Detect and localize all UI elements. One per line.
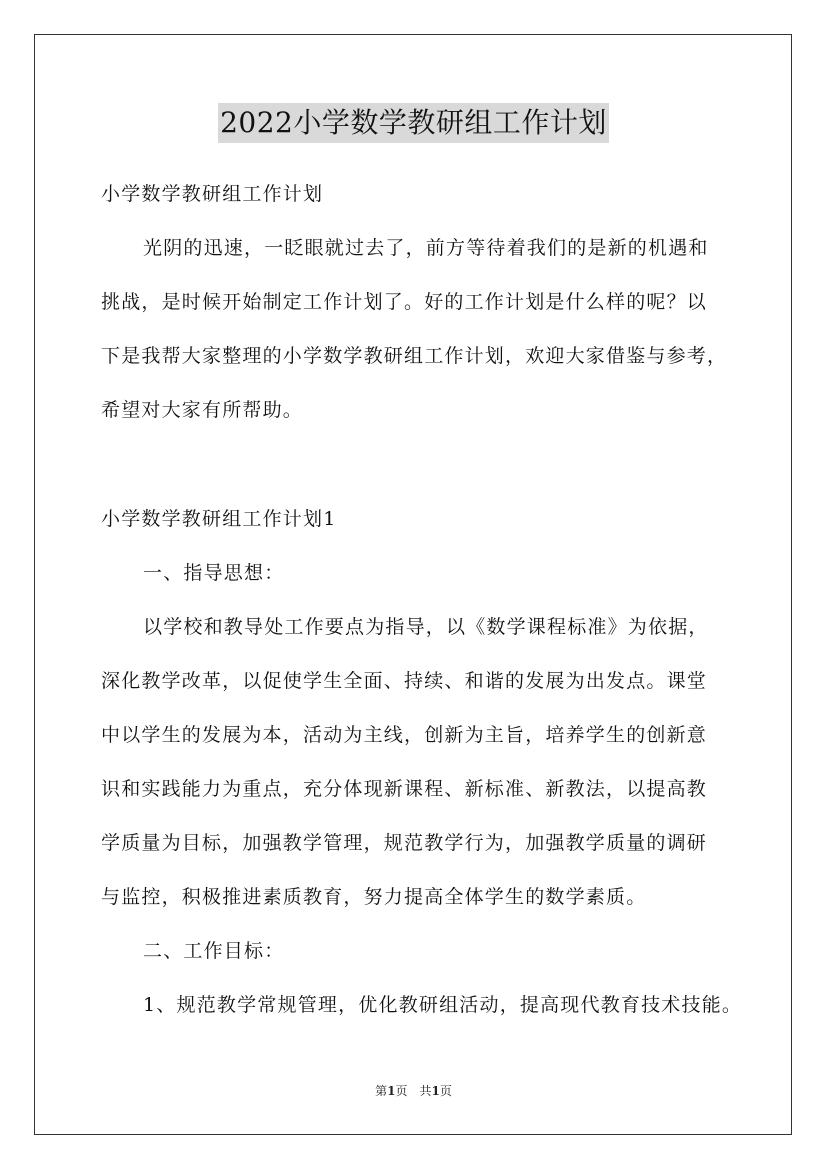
title-container (0, 103, 827, 143)
subsection-heading: 二、工作目标： (143, 940, 285, 962)
page-footer (0, 1083, 827, 1099)
paragraph-line: 学质量为目标，加强教学管理，规范教学行为，加强教学质量的调研 (101, 832, 708, 854)
paragraph-line: 以学校和教导处工作要点为指导，以《数学课程标准》为依据， (143, 616, 709, 638)
paragraph-line: 希望对大家有所帮助。 (101, 399, 304, 421)
paragraph-line: 挑战，是时候开始制定工作计划了。好的工作计划是什么样的呢？以 (101, 291, 708, 313)
paragraph-line: 1、规范教学常规管理，优化教研组活动，提高现代教育技术技能。 (143, 994, 743, 1016)
footer-middle: 页 共 (395, 1084, 432, 1098)
subsection-heading: 一、指导思想： (143, 562, 285, 584)
footer-page-number: 1 (387, 1084, 396, 1098)
footer-prefix: 第 (375, 1084, 388, 1098)
footer-page-total: 1 (431, 1084, 440, 1098)
paragraph-line: 深化教学改革，以促使学生全面、持续、和谐的发展为出发点。课堂 (101, 670, 708, 692)
footer-suffix: 页 (439, 1084, 452, 1098)
paragraph-line: 与监控，积极推进素质教育，努力提高全体学生的数学素质。 (101, 886, 647, 908)
paragraph-line: 识和实践能力为重点，充分体现新课程、新标准、新教法，以提高教 (101, 778, 708, 800)
subtitle-line: 小学数学教研组工作计划 (101, 183, 324, 205)
section-heading: 小学数学教研组工作计划1 (101, 508, 337, 530)
document-title: 2022小学数学教研组工作计划 (218, 103, 609, 143)
paragraph-line: 下是我帮大家整理的小学数学教研组工作计划，欢迎大家借鉴与参考， (101, 345, 728, 367)
paragraph-line: 光阴的迅速，一眨眼就过去了，前方等待着我们的是新的机遇和 (143, 237, 709, 259)
paragraph-line: 中以学生的发展为本，活动为主线，创新为主旨，培养学生的创新意 (101, 724, 708, 746)
